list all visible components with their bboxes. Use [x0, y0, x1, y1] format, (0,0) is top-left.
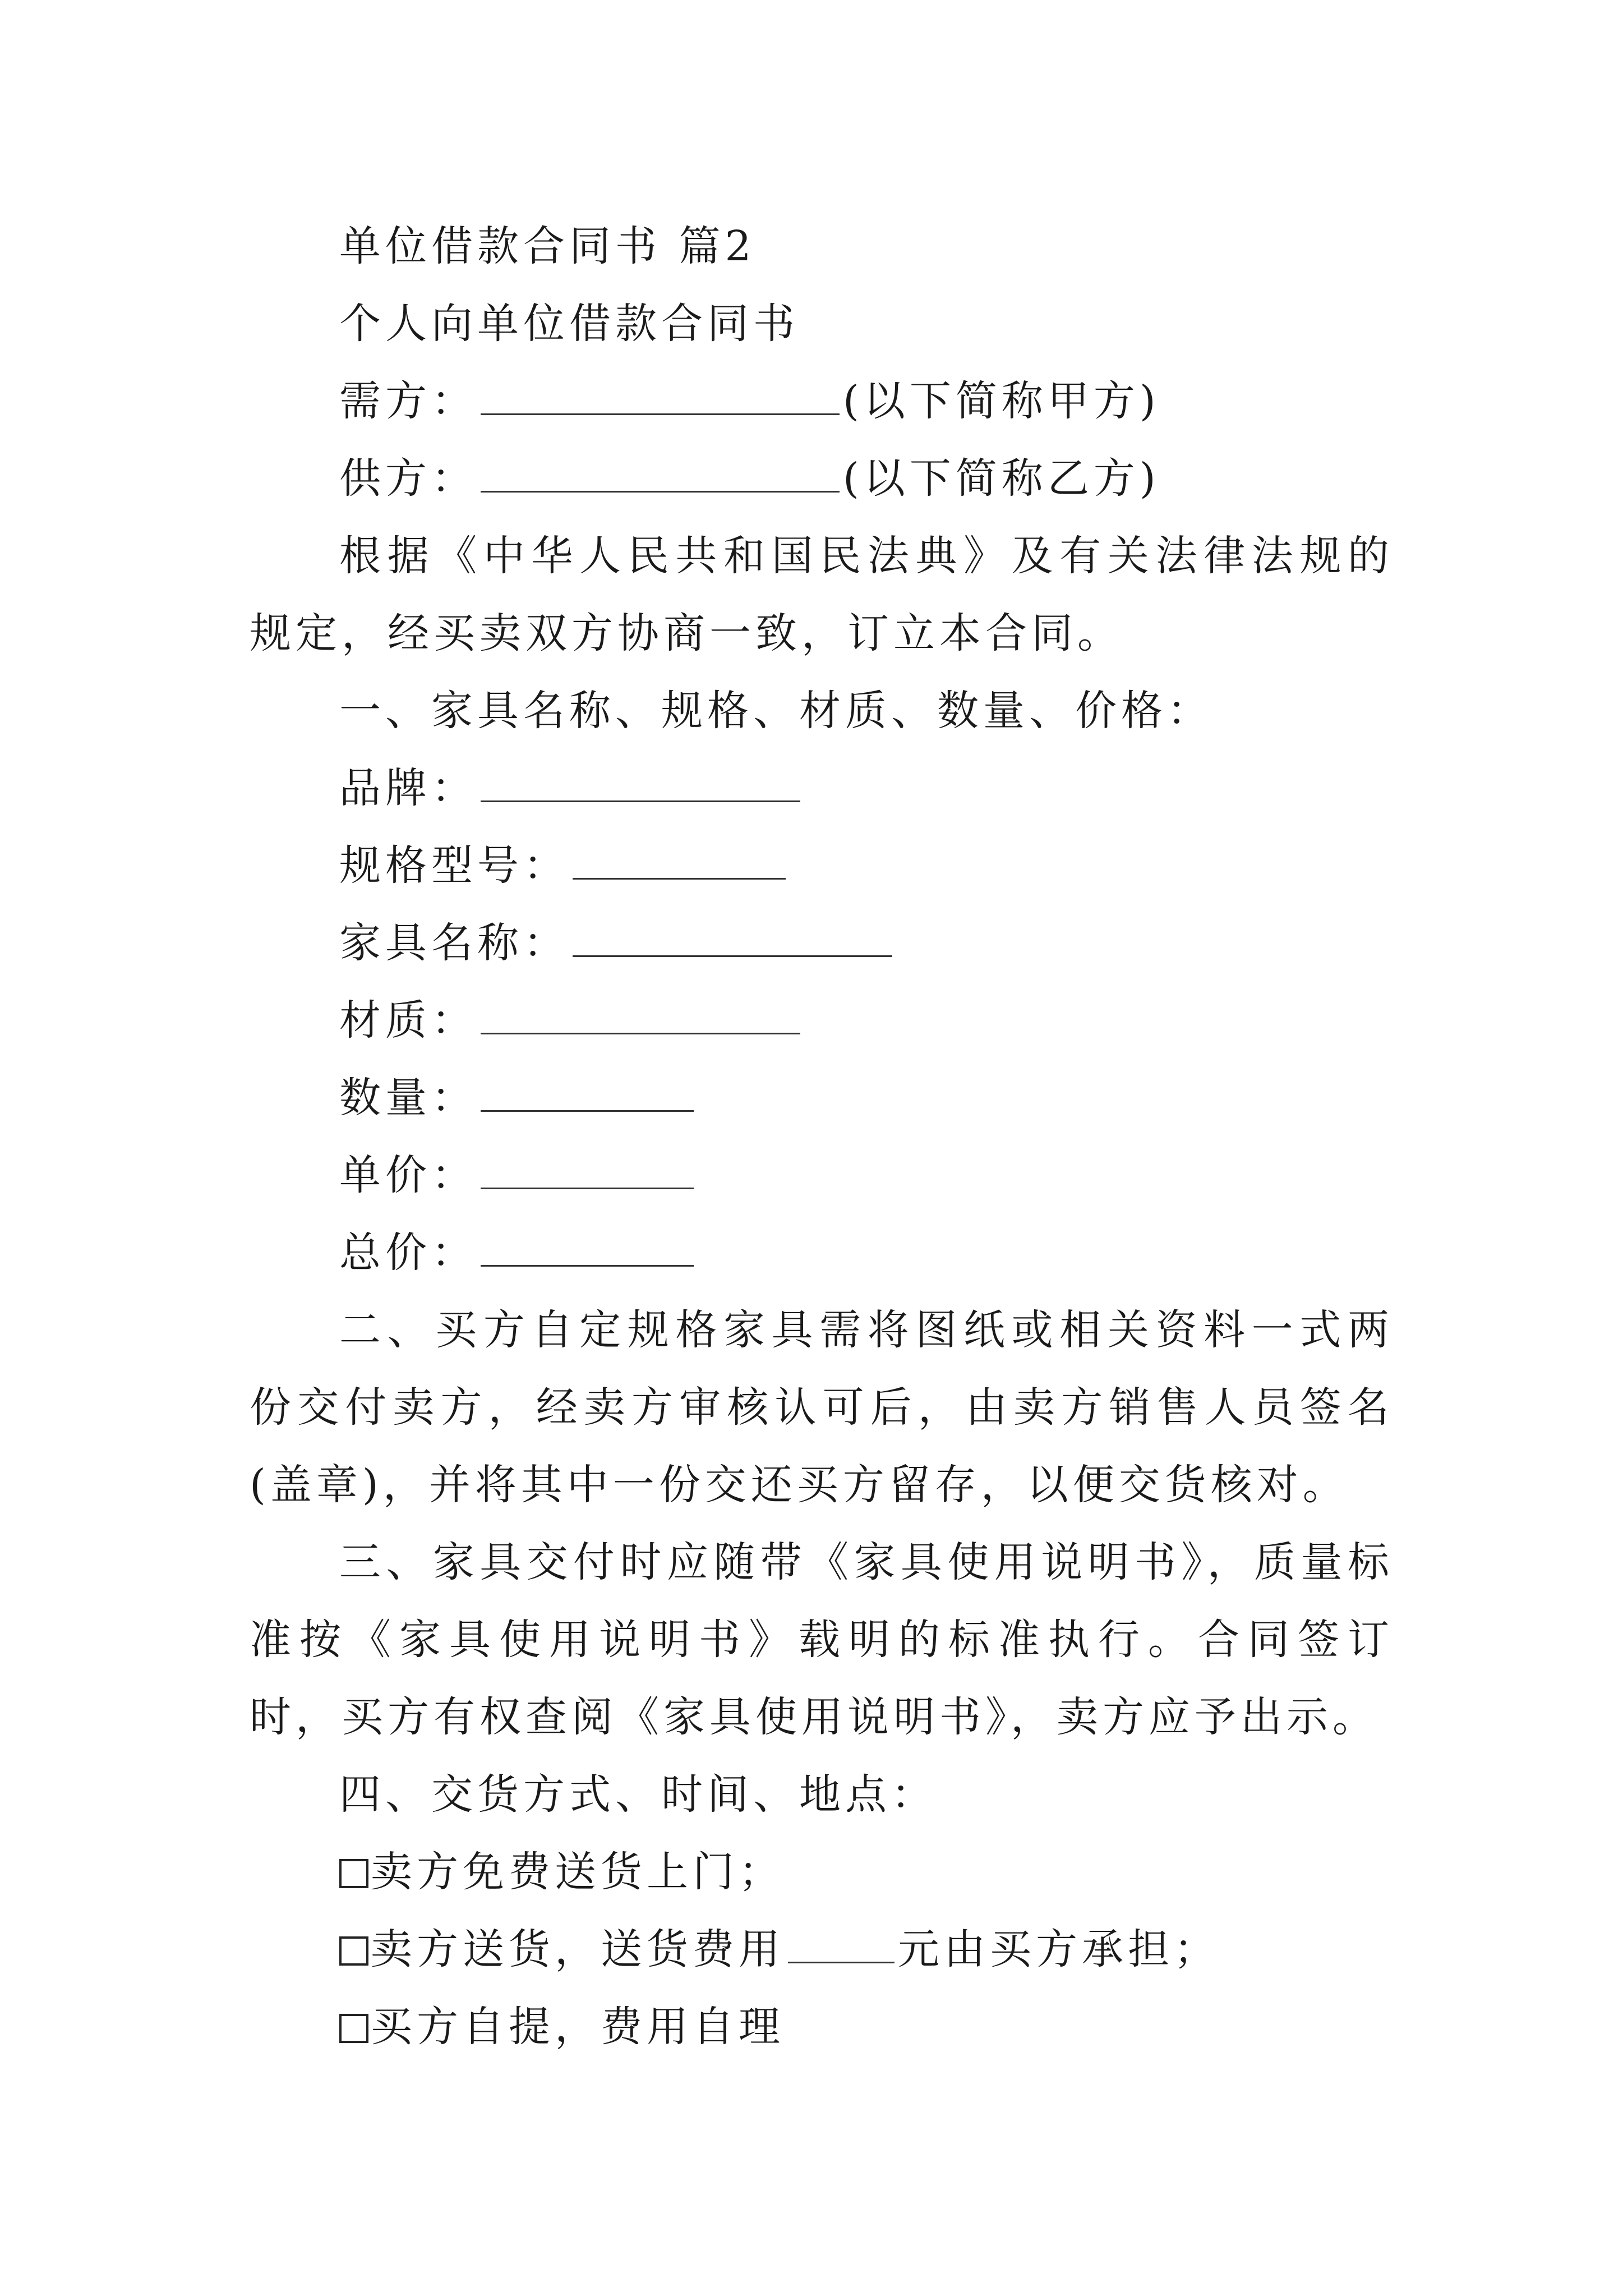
option2-text-post: 元由买方承担； — [898, 1925, 1220, 1973]
quantity-line — [250, 1059, 1394, 1137]
option3-text: 买方自提，费用自理 — [371, 2003, 785, 2051]
party-a-blank — [481, 380, 840, 415]
party-b-line — [250, 440, 1394, 517]
unit-price-label: 单价： — [339, 1151, 477, 1199]
party-a-line — [250, 362, 1394, 440]
total-price-label: 总价： — [339, 1228, 477, 1277]
quantity-label: 数量： — [339, 1074, 477, 1122]
option2-text-pre: 卖方送货，送货费用 — [371, 1925, 785, 1973]
party-b-suffix: (以下简称乙方) — [843, 454, 1160, 503]
unit-price-line — [250, 1137, 1394, 1214]
furniture-name-label: 家具名称： — [339, 919, 569, 967]
section2-paragraph: 二、买方自定规格家具需将图纸或相关资料一式两份交付卖方，经卖方审核认可后，由卖方销售人员签名(盖章)，并将其中一份交还买方留存，以便交货核对。 — [250, 1306, 1394, 1509]
total-price-blank — [481, 1231, 694, 1267]
checkbox-self-pickup[interactable] — [339, 2014, 368, 2043]
total-price-line — [250, 1214, 1394, 1291]
checkbox-paid-delivery[interactable] — [339, 1936, 368, 1966]
checkbox-free-delivery[interactable] — [339, 1859, 368, 1888]
unit-price-blank — [481, 1154, 694, 1189]
option1-text: 卖方免费送货上门； — [371, 1848, 785, 1896]
brand-blank — [481, 767, 800, 802]
section3-paragraph: 三、家具交付时应随带《家具使用说明书》，质量标准按《家具使用说明书》载明的标准执行。合同签订时，买方有权查阅《家具使用说明书》，卖方应予出示。 — [250, 1538, 1394, 1741]
delivery-option-paid — [250, 1911, 1394, 1988]
intro-paragraph: 根据《中华人民共和国民法典》及有关法律法规的规定，经买卖双方协商一致，订立本合同。 — [250, 532, 1394, 657]
furniture-name-line — [250, 904, 1394, 982]
quantity-blank — [481, 1076, 694, 1112]
model-label: 规格型号： — [339, 841, 569, 890]
material-line — [250, 982, 1394, 1059]
party-a-suffix: (以下简称甲方) — [843, 377, 1160, 425]
delivery-option-free — [250, 1833, 1394, 1911]
party-b-label: 供方： — [339, 454, 477, 503]
contract-title: 个人向单位借款合同书 — [339, 300, 799, 348]
document-heading: 单位借款合同书 篇2 — [339, 222, 756, 270]
delivery-fee-blank — [788, 1928, 895, 1963]
section1-title: 一、家具名称、规格、材质、数量、价格： — [339, 687, 1213, 735]
party-b-blank — [481, 457, 840, 493]
brand-line — [250, 749, 1394, 827]
section4-title: 四、交货方式、时间、地点： — [339, 1770, 937, 1819]
model-line — [250, 827, 1394, 904]
delivery-option-self — [250, 1988, 1394, 2065]
model-blank — [573, 844, 786, 880]
material-label: 材质： — [339, 996, 477, 1045]
brand-label: 品牌： — [339, 764, 477, 812]
material-blank — [481, 999, 800, 1034]
party-a-label: 需方： — [339, 377, 477, 425]
furniture-name-blank — [573, 922, 892, 957]
document-body — [250, 208, 1394, 2065]
